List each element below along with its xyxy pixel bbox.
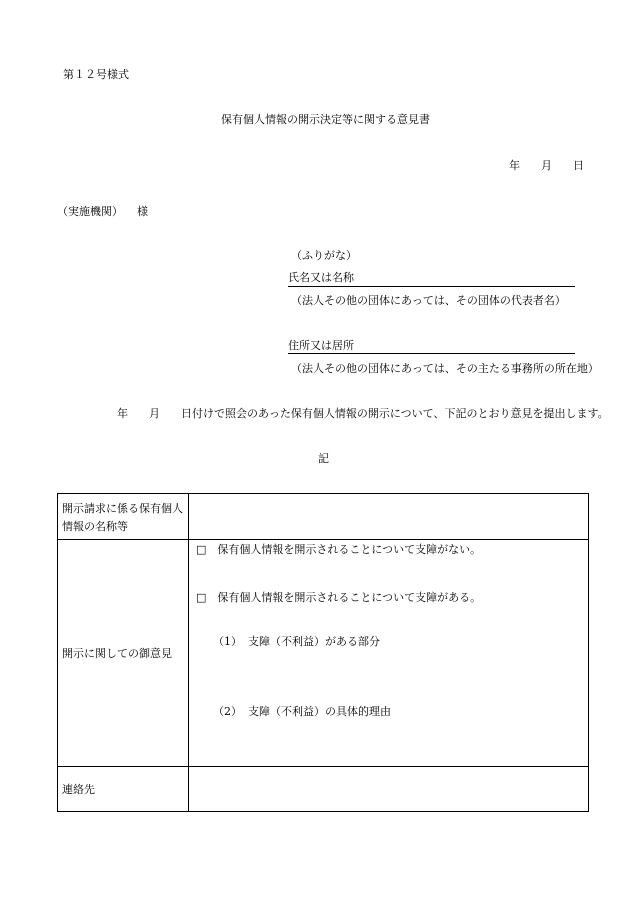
- name-note: （法人その他の団体にあっては、その団体の代表者名）: [291, 294, 566, 307]
- statement-month: 月: [149, 407, 160, 420]
- table-row: [58, 540, 589, 767]
- form-number: 第１２号様式: [63, 68, 129, 81]
- furigana-label: （ふりがな）: [291, 249, 357, 262]
- document-title: 保有個人情報の開示決定等に関する意見書: [221, 113, 430, 126]
- date-day: 日: [573, 159, 584, 172]
- sub2-number: （2）: [213, 705, 242, 718]
- row1-label-line2: 情報の名称等: [62, 520, 128, 533]
- request-info-cell[interactable]: [189, 494, 589, 540]
- opinion-table: [57, 493, 589, 812]
- date-month: 月: [541, 159, 552, 172]
- sub2-text: 支障（不利益）の具体的理由: [248, 705, 391, 718]
- row3-label-cell: [58, 767, 189, 812]
- address-note: （法人その他の団体にあっては、その主たる事務所の所在地）: [291, 362, 599, 375]
- table-row: [58, 494, 589, 540]
- option-no-issue[interactable]: □ 保有個人情報を開示されることについて支障がない。: [196, 543, 482, 556]
- row1-label-cell: [58, 494, 189, 540]
- row2-label-cell: [58, 540, 189, 767]
- ki-heading: 記: [318, 452, 329, 465]
- table-row: [58, 767, 589, 812]
- option-issue[interactable]: □ 保有個人情報を開示されることについて支障がある。: [196, 591, 482, 604]
- row1-label-line1: 開示請求に係る保有個人: [62, 502, 183, 515]
- name-underline: [288, 286, 575, 287]
- statement-year: 年: [117, 407, 128, 420]
- contact-cell[interactable]: [189, 767, 589, 812]
- address-underline: [288, 353, 575, 354]
- date-year: 年: [509, 159, 520, 172]
- sub1-text: 支障（不利益）がある部分: [248, 635, 380, 648]
- sub1-number: （1）: [213, 635, 242, 648]
- row2-label: 開示に関しての御意見: [62, 647, 172, 660]
- addressee-agency: （実施機関）: [57, 205, 123, 218]
- address-label: 住所又は居所: [288, 339, 354, 352]
- addressee-honorific: 様: [137, 205, 148, 218]
- opinion-cell: [189, 540, 589, 767]
- row3-label: 連絡先: [62, 783, 95, 796]
- statement-text: 日付けで照会のあった保有個人情報の開示について、下記のとおり意見を提出します。: [181, 407, 609, 420]
- name-label: 氏名又は名称: [288, 271, 354, 284]
